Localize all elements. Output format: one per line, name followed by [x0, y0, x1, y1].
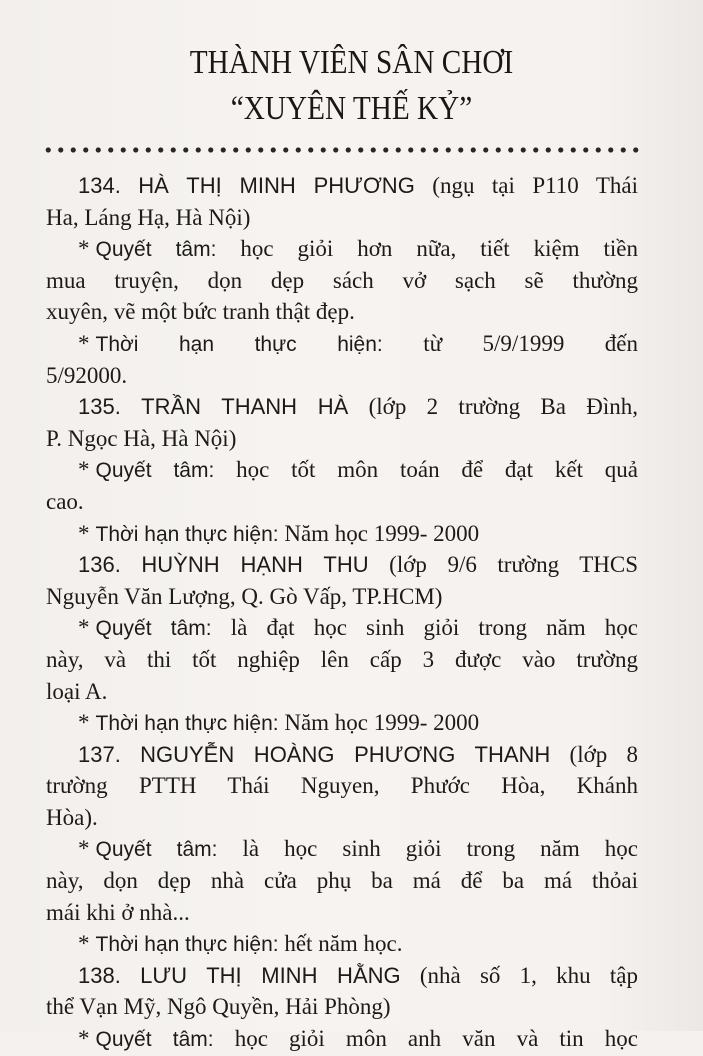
- deadline-label: Thời hạn thực hiện:: [95, 332, 383, 356]
- resolve-text: học giỏi môn anh văn và tin học: [234, 1026, 639, 1052]
- entry-138-heading: [46, 960, 638, 992]
- entry-number: 136.: [78, 552, 121, 578]
- deadline-text: Năm học 1999- 2000: [284, 710, 480, 736]
- deadline-label: Thời hạn thực hiện:: [95, 522, 279, 546]
- entry-137-deadline: [46, 928, 638, 960]
- member-address: (lớp 8: [569, 741, 639, 767]
- entry-number: 137.: [78, 741, 121, 767]
- member-list: [46, 170, 638, 1055]
- resolve-label: Quyết tâm:: [95, 459, 215, 483]
- entry-number: 138.: [78, 962, 121, 988]
- bullet-icon: *: [78, 836, 90, 862]
- dotted-divider: [42, 146, 642, 154]
- entry-135-resolve: [46, 454, 638, 486]
- resolve-text-cont: mua truyện, dọn dẹp sách vở sạch sẽ thường: [46, 267, 638, 293]
- member-name: TRẦN THANH HÀ: [141, 394, 349, 420]
- member-address-cont: Ha, Láng Hạ, Hà Nội): [46, 204, 251, 230]
- entry-135-heading: [46, 391, 638, 423]
- deadline-text-cont: 5/92000.: [46, 362, 128, 388]
- bullet-icon: *: [78, 520, 90, 546]
- resolve-label: Quyết tâm:: [95, 1028, 214, 1052]
- member-name: HUỲNH HẠNH THU: [141, 552, 369, 578]
- deadline-text: từ 5/9/1999 đến: [423, 330, 638, 356]
- entry-137-resolve: [46, 833, 638, 865]
- member-address-cont: P. Ngọc Hà, Hà Nội): [46, 425, 237, 451]
- bullet-icon: *: [78, 710, 90, 736]
- member-name: HÀ THỊ MINH PHƯƠNG: [138, 173, 415, 198]
- resolve-text-cont: này, và thi tốt nghiệp lên cấp 3 được vào trường: [46, 646, 638, 672]
- resolve-text: học giỏi hơn nữa, tiết kiệm tiền: [240, 236, 638, 262]
- resolve-text-cont: này, dọn dẹp nhà cửa phụ ba má để ba má thỏai: [46, 868, 638, 894]
- member-name: NGUYỄN HOÀNG PHƯƠNG THANH: [140, 741, 551, 767]
- member-name: LƯU THỊ MINH HẰNG: [140, 962, 401, 988]
- page-title-line-1: THÀNH VIÊN SÂN CHƠI: [189, 44, 514, 81]
- bullet-icon: *: [78, 931, 90, 957]
- resolve-text-cont: mái khi ở nhà...: [46, 899, 190, 925]
- entry-135-deadline: [46, 518, 638, 550]
- deadline-text: Năm học 1999- 2000: [284, 520, 480, 546]
- member-address: (nhà số 1, khu tập: [419, 962, 639, 988]
- member-address: (lớp 2 trường Ba Đình,: [368, 394, 639, 420]
- resolve-label: Quyết tâm:: [95, 617, 212, 641]
- entry-134-resolve: [46, 233, 638, 265]
- resolve-text-cont: loại A.: [46, 678, 108, 704]
- resolve-text: là học sinh giỏi trong năm học: [242, 836, 638, 862]
- entry-136-deadline: [46, 707, 638, 739]
- member-address: (ngụ tại P110 Thái: [432, 173, 638, 198]
- bullet-icon: *: [78, 1026, 90, 1052]
- member-address: (lớp 9/6 trường THCS: [389, 552, 639, 578]
- entry-136-heading: [46, 549, 638, 581]
- resolve-text: học tốt môn toán để đạt kết quả: [236, 457, 638, 483]
- entry-134-deadline: [46, 328, 638, 360]
- member-address-cont: Hòa).: [46, 804, 98, 830]
- entry-number: 135.: [78, 394, 121, 420]
- entry-134-heading: [46, 170, 638, 202]
- member-address-cont: Nguyễn Văn Lượng, Q. Gò Vấp, TP.HCM): [46, 583, 443, 609]
- entry-137-heading: [46, 739, 638, 771]
- entry-number: 134.: [78, 173, 121, 198]
- deadline-label: Thời hạn thực hiện:: [95, 712, 279, 736]
- bullet-icon: *: [78, 457, 90, 483]
- entry-136-resolve: [46, 612, 638, 644]
- member-address-cont: thể Vạn Mỹ, Ngô Quyền, Hải Phòng): [46, 994, 391, 1020]
- bullet-icon: *: [78, 330, 90, 356]
- resolve-label: Quyết tâm:: [95, 838, 218, 862]
- deadline-label: Thời hạn thực hiện:: [95, 933, 279, 957]
- resolve-text-cont: cao.: [46, 488, 84, 514]
- entry-138-resolve: [46, 1023, 638, 1055]
- resolve-text-cont: xuyên, vẽ một bức tranh thật đẹp.: [46, 299, 355, 325]
- member-address-cont: trường PTTH Thái Nguyen, Phước Hòa, Khánh: [46, 773, 638, 799]
- page-title-line-2: “XUYÊN THẾ KỶ”: [230, 90, 473, 127]
- deadline-text: hết năm học.: [284, 931, 403, 957]
- resolve-label: Quyết tâm:: [95, 238, 217, 262]
- bullet-icon: *: [78, 236, 90, 262]
- resolve-text: là đạt học sinh giỏi trong năm học: [230, 615, 639, 641]
- bullet-icon: *: [78, 615, 90, 641]
